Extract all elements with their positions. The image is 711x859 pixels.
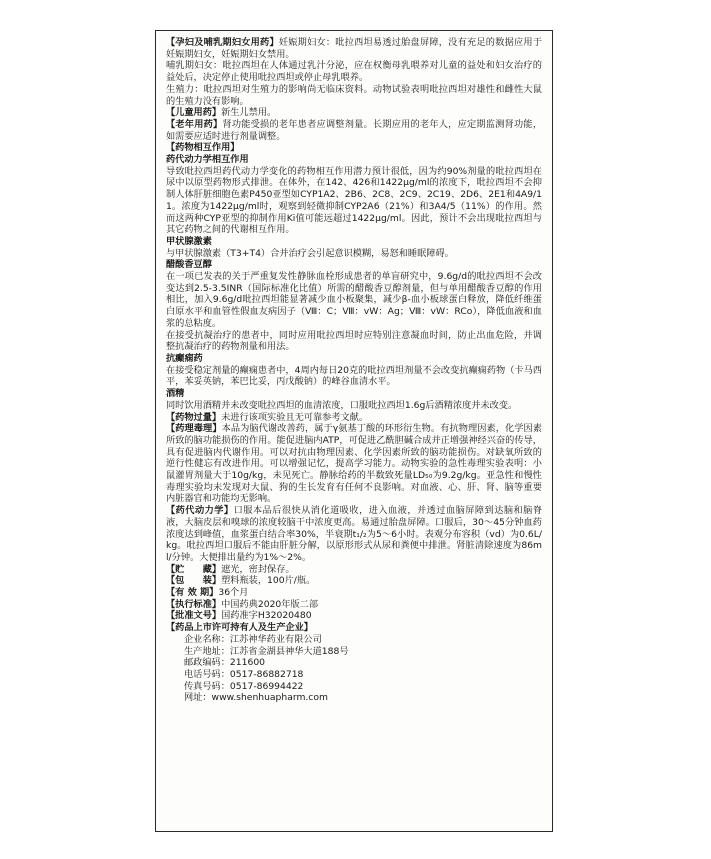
paragraph: 生殖力：吡拉西坦对生殖力的影响尚无临床资料。动物试验表明吡拉西坦对雄性和雌性大鼠的生殖力没有影响。 [166,83,542,107]
paragraph: 在一项已发表的关于严重复发性静脉血栓形成患者的单盲研究中，9.6g/d的吡拉西坦不会改变达到2.5-3.5INR（国际标准化比值）所需的醋酸香豆醇剂量，但与单用醋酸香豆醇的作用相比，加入9.6g/d吡拉西坦能显著减少血小板聚集，减少β-血小板球蛋白释放，降低纤维蛋白原水平和血管性假血友病因子（Ⅷ：C；Ⅷ：vW：Ag；Ⅷ：vW：RCo），降低血液和血浆的总粘度。 [166,271,542,329]
insert-content [156,31,552,708]
section-pharmacokinetics [166,505,542,564]
section-standard [166,599,542,611]
section-children [166,107,542,119]
section-label: 【药物相互作用】 [166,142,240,154]
section-label: 【贮 藏】 [166,563,222,575]
website: 网址：www.shenhuapharm.com [184,692,328,704]
subsection-title: 药代动力学相互作用 [166,154,249,166]
postal-code: 邮政编码：211600 [184,657,266,669]
package-insert [155,30,553,832]
section-overdose [166,412,542,424]
section-text: 中国药典2020年版二部 [221,598,319,610]
section-validity [166,587,542,599]
subsection-title: 酒精 [166,388,185,400]
paragraph: 同时饮用酒精并未改变吡拉西坦的血清浓度，口服吡拉西坦1.6g后酒精浓度并未改变。 [166,399,518,411]
section-label: 【有 效 期】 [166,587,219,599]
company-address: 生产地址：江苏省金湖县神华大道188号 [184,645,349,657]
section-label: 【包 装】 [166,575,222,587]
phone-number: 电话号码：0517-86882718 [184,668,304,680]
section-toxicology [166,423,542,505]
section-text: 塑料瓶装，100片/瓶。 [221,575,316,587]
section-label: 【批准文号】 [166,610,222,622]
section-label: 【药品上市许可持有人及生产企业】 [166,622,313,634]
section-text: 遮光，密封保存。 [221,563,295,575]
paragraph: 与甲状腺激素（T3+T4）合并治疗会引起意识模糊，易怒和睡眠障碍。 [166,247,454,259]
section-text: 新生儿禁用。 [221,107,277,119]
section-label: 【执行标准】 [166,598,222,610]
section-text: 36个月 [218,587,249,599]
subsection-title: 抗癫痫药 [166,352,203,364]
paragraph: 导致吡拉西坦药代动力学变化的药物相互作用潜力预计很低，因为约90%剂量的吡拉西坦在尿中以原型药物形式排泄。在体外，在142、426和1422μg/ml的浓度下，吡拉西坦不会抑制人体肝脏细胞色素P450亚型如CYP1A2、2B6、2C8、2C9、2C19、2D6、2E1和4A9/11。浓度为1422μg/ml时，观察到轻微抑制CYP2A6（21%）和3A4/5（11%）的作用。然而这两种CYP亚型的抑制作用Ki值可能远超过1422μg/ml。因此，预计不会出现吡拉西坦与其它药物之间的代谢相互作用。 [166,165,542,236]
section-text: 本品为脑代谢改善药，属于γ氨基丁酸的环形衍生物。有抗物理因素，化学因素所致的脑功能损伤的作用。能促进脑内ATP，可促进乙酰胆碱合成并正增强神经兴奋的传导，具有促进脑内代谢作用。可以对抗由物理因素、化学因素所致的脑功能损伤。对缺氧所致的逆行性健忘有改进作用。可以增强记忆，提高学习能力。动物实验的急性毒理实验表明：小鼠灌胃剂量大于10g/kg，未见死亡。静脉给药的半数致死量LD₅₀为9.2g/kg。亚急性和慢性毒理实验均未发现对大鼠、狗的生长发育有任何不良影响。对血液、心、肝、肾、脑等重要内脏器官和功能均无影响。 [166,423,543,505]
paragraph: 在接受抗凝治疗的患者中，同时应用吡拉西坦时应特别注意凝血时间，防止出血危险，并调整抗凝治疗的药物剂量和用法。 [166,329,542,353]
subsection-title: 醋酸香豆醇 [166,259,212,271]
section-label: 【药理毒理】 [166,423,222,435]
section-elderly [166,119,542,142]
section-approval [166,610,542,622]
section-label: 【孕妇及哺乳期妇女用药】 [166,37,279,48]
paragraph: 妊娠期妇女：吡拉西坦易透过胎盘屏障，没有充足的数据应用于妊娠期妇女，妊娠期妇女禁用。 [166,37,543,60]
section-label: 【药代动力学】 [166,505,234,517]
company-name: 企业名称：江苏神华药业有限公司 [184,633,322,645]
section-label: 【儿童用药】 [166,107,222,119]
section-package [166,575,542,587]
section-text: 肾功能受损的老年患者应调整剂量。长期应用的老年人，应定期监测肾功能，如需要应适时进行剂量调整。 [166,118,543,142]
paragraph: 在接受稳定剂量的癫痫患者中，4周内每日20克的吡拉西坦剂量不会改变抗癫痫药物（卡马西平，苯妥英钠，苯巴比妥，丙戊酸钠）的峰谷血清水平。 [166,364,542,388]
paragraph: 哺乳期妇女：吡拉西坦在人体通过乳汁分泌，应在权衡母乳喂养对儿童的益处和妇女治疗的益处后，决定停止使用吡拉西坦或停止母乳喂养。 [166,60,542,84]
section-text: 未进行该项实验且无可靠参考文献。 [221,411,369,423]
subsection-title: 甲状腺激素 [166,235,212,247]
section-storage [166,564,542,576]
section-text: 国药准字H32020480 [221,610,312,622]
fax-number: 传真号码：0517-86994422 [184,680,304,692]
section-label: 【老年用药】 [166,118,223,130]
section-label: 【药物过量】 [166,411,222,423]
section-text: 口服本品后很快从消化道吸收，进入血液，并透过血脑屏障到达脑和脑脊液，大脑皮层和嗅球的浓度较脑干中浓度更高。易通过胎盘屏障。口服后，30～45分钟血药浓度达到峰值，血浆蛋白结合率30%，半衰期t₁/₂为5～6小时。表观分布容积（vd）为0.6L/kg。吡拉西坦口服后不能由肝脏分解，以原形形式从尿和粪便中排泄。肾脏清除速度为86ml/分钟。大便排出量约为1%～2%。 [166,505,543,563]
section-pregnancy [166,37,542,60]
